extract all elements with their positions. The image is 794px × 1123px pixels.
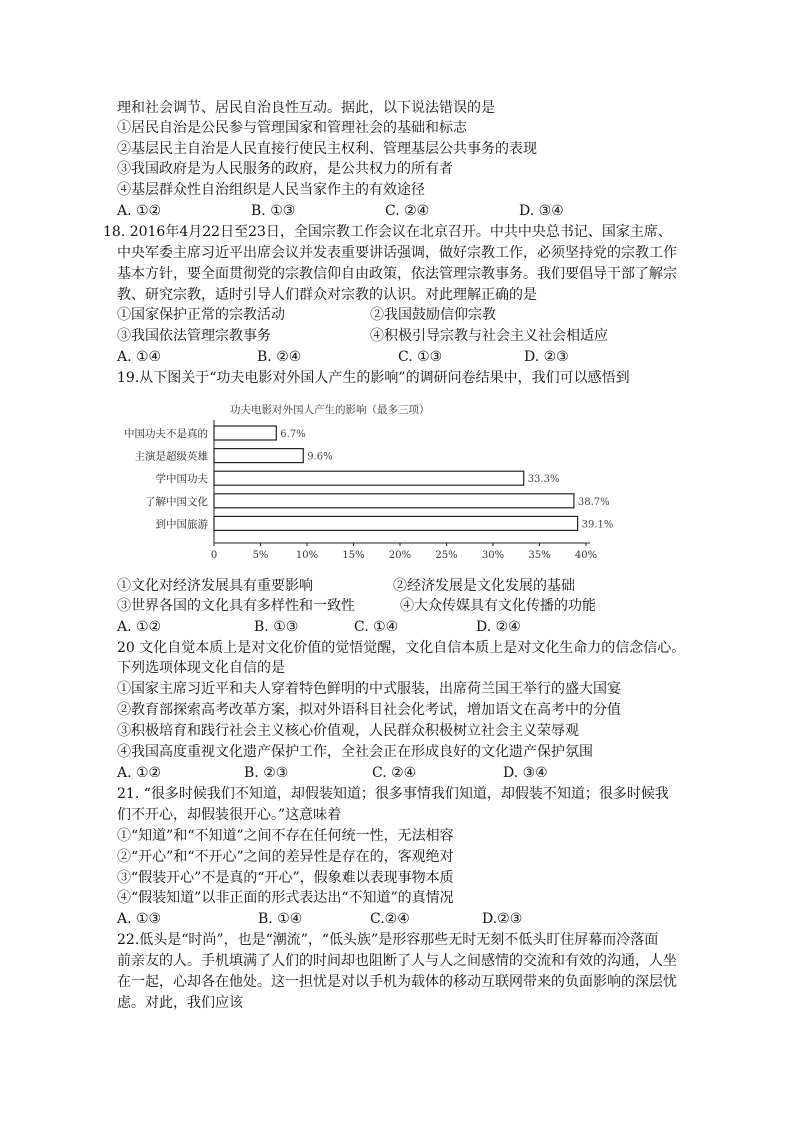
q19-options — [117, 617, 677, 637]
x-tick-label: 35% — [528, 550, 551, 561]
q22-stem-line-2: 前亲友的人。手机填满了人们的时间却也阻断了人与人之间感情的交流和有效的沟通，人坐 — [117, 953, 677, 969]
q21-statement-2: ②“开心”和“不开心”之间的差异性是存在的，客观绝对 — [117, 849, 454, 865]
q18-options — [117, 347, 677, 367]
q21-statement-1: ①“知道”和“不知道”之间不存在任何统一性，无法相容 — [117, 828, 454, 844]
category-label: 主演是超级英雄 — [134, 450, 208, 463]
q21-statement-3: ③“假装开心”不是真的“开心”，假象难以表现事物本质 — [117, 870, 454, 886]
q18-statement-4: ④积极引导宗教与社会主义社会相适应 — [370, 328, 608, 344]
data-label: 33.3% — [527, 474, 560, 486]
q20-stem-line-1: 20 文化自觉本质上是对文化价值的觉悟觉醒，文化自信本质上是对文化生命力的信念信心。 — [117, 640, 686, 656]
data-label: 6.7% — [280, 429, 306, 440]
survey-bar-chart — [100, 396, 614, 566]
x-tick-label: 40% — [574, 550, 598, 561]
q19-statement-1: ①文化对经济发展具有重要影响 — [117, 578, 313, 594]
q20-statement-1: ①国家主席习近平和夫人穿着特色鲜明的中式服装，出席荷兰国王举行的盛大国宴 — [117, 681, 621, 697]
q21-statement-4: ④“假装知道”以非正面的形式表达出“不知道”的真情况 — [117, 890, 454, 906]
x-tick-label: 20% — [388, 550, 412, 561]
q18-stem-line-1: 18. 2016年4月22日至23日，全国宗教工作会议在北京召开。中共中央总书记、国家主席、 — [103, 224, 672, 240]
q20-statement-3: ③积极培育和践行社会主义核心价值观，人民群众积极树立社会主义荣辱观 — [117, 723, 579, 739]
q21-option-b: B. ①④ — [258, 911, 303, 927]
q19-option-c: C. ①④ — [354, 619, 399, 635]
q21-option-a: A. ①③ — [117, 911, 162, 927]
q18-statement-3: ③我国依法管理宗教事务 — [117, 328, 271, 344]
q21-stem-line-2: 们不开心，却假装很开心。”这意味着 — [117, 807, 342, 823]
x-tick-label: 5% — [252, 550, 269, 561]
q20-statement-2: ②教育部探索高考改革方案，拟对外语科目社会化考试，增加语文在高考中的分值 — [117, 702, 621, 718]
bar — [214, 494, 574, 508]
bar — [214, 426, 276, 440]
q18-statement-1: ①国家保护正常的宗教活动 — [117, 307, 285, 323]
q17-option-c: C. ②④ — [385, 203, 430, 219]
category-label: 到中国旅游 — [155, 518, 208, 531]
data-label: 39.1% — [581, 519, 614, 531]
q21-stem-line-1: 21. “很多时候我们不知道，却假装知道；很多事情我们知道，却假装不知道；很多时候我 — [117, 786, 669, 802]
q20-option-a: A. ①② — [117, 765, 162, 781]
data-label: 9.6% — [307, 451, 333, 463]
category-label: 了解中国文化 — [145, 495, 208, 508]
q17-statement-3: ③我国政府是为人民服务的政府，是公共权力的所有者 — [117, 161, 453, 177]
bar — [214, 471, 524, 485]
q17-statement-4: ④基层群众性自治组织是人民当家作主的有效途径 — [117, 182, 425, 198]
q17-statement-2: ②基层民主自治是人民直接行使民主权利、管理基层公共事务的表现 — [117, 141, 537, 157]
q19-statement-4: ④大众传媒具有文化传播的功能 — [400, 598, 596, 614]
q18-option-d: D. ②③ — [524, 349, 569, 365]
q18-stem-line-2: 中央军委主席习近平出席会议并发表重要讲话强调，做好宗教工作，必须坚持党的宗教工作 — [117, 245, 677, 261]
q18-stem-line-3: 基本方针，要全面贯彻党的宗教信仰自由政策，依法管理宗教事务。我们要倡导干部了解宗 — [117, 266, 677, 282]
q22-stem-line-4: 虑。对此，我们应该 — [117, 995, 243, 1011]
q17-option-b: B. ①③ — [251, 203, 296, 219]
q18-option-a: A. ①④ — [117, 349, 162, 365]
q17-options — [117, 201, 677, 221]
q17-option-d: D. ③④ — [519, 203, 564, 219]
q19-option-b: B. ①③ — [254, 619, 299, 635]
q22-stem-line-3: 在一起，心却各在他处。这一担忧是对以手机为载体的移动互联网带来的负面影响的深层忧 — [117, 974, 677, 990]
q20-option-b: B. ②③ — [244, 765, 289, 781]
q20-stem-line-2: 下列选项体现文化自信的是 — [117, 660, 285, 676]
q19-statement-3: ③世界各国的文化具有多样性和一致性 — [117, 598, 355, 614]
chart-title: 功夫电影对外国人产生的影响（最多三项） — [230, 404, 430, 416]
q17-stem-continuation: 理和社会调节、居民自治良性互动。据此，以下说法错误的是 — [117, 100, 495, 116]
q20-options — [117, 763, 677, 783]
q21-option-d: D.②③ — [482, 911, 523, 927]
x-tick-label: 15% — [342, 550, 365, 561]
q22-stem-line-1: 22.低头是“时尚”，也是“潮流”，“低头族”是形容那些无时无刻不低头盯住屏幕而冷落面 — [117, 932, 659, 948]
q17-option-a: A. ①② — [117, 203, 162, 219]
bar — [214, 449, 303, 463]
q18-stem-line-4: 教、研究宗教，适时引导人们群众对宗教的认识。对此理解正确的是 — [117, 287, 537, 303]
q19-stem: 19.从下图关于“功夫电影对外国人产生的影响”的调研问卷结果中，我们可以感悟到 — [117, 370, 630, 386]
q21-options — [117, 909, 677, 929]
category-label: 学中国功夫 — [155, 473, 208, 486]
q21-option-c: C.②④ — [370, 911, 410, 927]
q18-option-c: C. ①③ — [398, 349, 443, 365]
q19-option-d: D. ②④ — [476, 619, 521, 635]
x-tick-label: 30% — [481, 550, 505, 561]
category-label: 中国功夫不是真的 — [124, 428, 208, 440]
x-tick-label: 25% — [435, 550, 458, 561]
q19-statement-2: ②经济发展是文化发展的基础 — [393, 578, 575, 594]
data-label: 38.7% — [577, 496, 610, 508]
q18-option-b: B. ②④ — [257, 349, 302, 365]
bar — [214, 516, 578, 530]
q20-option-d: D. ③④ — [503, 765, 548, 781]
x-tick-label: 0 — [210, 550, 218, 561]
q18-statement-2: ②我国鼓励信仰宗教 — [370, 307, 496, 323]
q20-statement-4: ④我国高度重视文化遗产保护工作，全社会正在形成良好的文化遗产保护氛围 — [117, 744, 593, 760]
x-tick-label: 10% — [295, 550, 319, 561]
q17-statement-1: ①居民自治是公民参与管理国家和管理社会的基础和标志 — [117, 120, 467, 136]
q20-option-c: C. ②④ — [372, 765, 417, 781]
q19-option-a: A. ①② — [117, 619, 162, 635]
chart-svg — [100, 396, 614, 566]
